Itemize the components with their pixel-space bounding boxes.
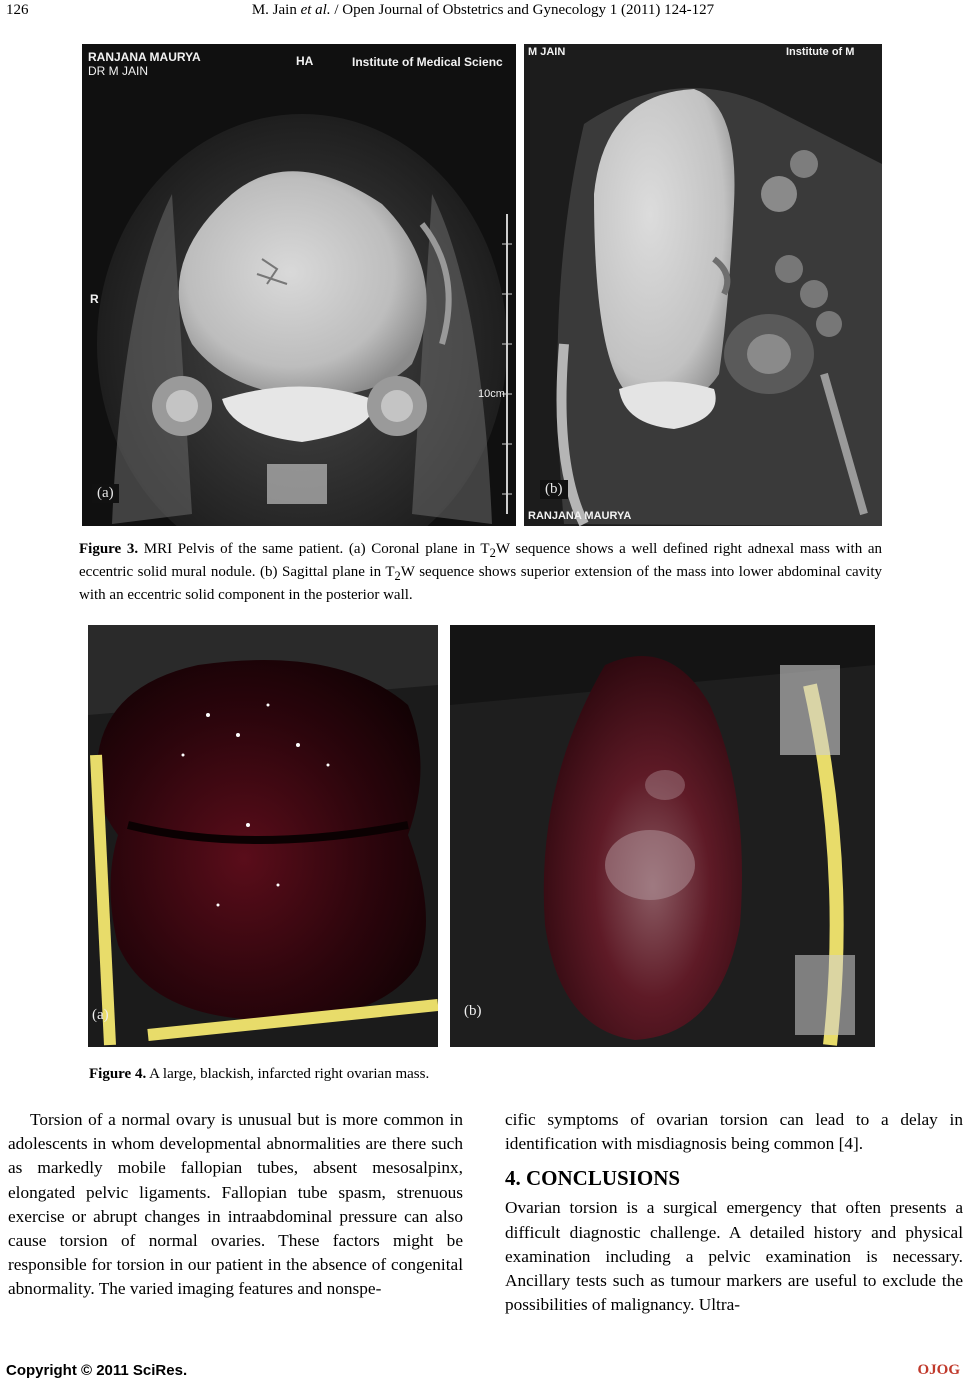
- overlay-institute-partial: Institute of M: [786, 46, 855, 58]
- figure-4: [88, 625, 875, 1047]
- overlay-doctor-partial: M JAIN: [528, 46, 566, 58]
- body-paragraph-continuation: cific symptoms of ovarian torsion can lead to a delay in identification with misdiagnosis being common [4].: [505, 1110, 963, 1154]
- body-column-left: [8, 1108, 463, 1302]
- page-header: [0, 0, 966, 30]
- overlay-r-marker: R: [90, 292, 99, 306]
- overlay-patient-name: RANJANA MAURYA: [88, 50, 201, 64]
- overlay-patient-name-b: RANJANA MAURYA: [528, 510, 632, 522]
- panel-label-b: (b): [540, 480, 568, 499]
- panel-label-4b: (b): [464, 1003, 482, 1019]
- specimen-photo-a: [88, 625, 438, 1047]
- page-number: 126: [6, 2, 29, 18]
- specimen-graphic-b: [450, 625, 875, 1047]
- overlay-institute: Institute of Medical Scienc: [352, 55, 503, 69]
- section-heading-conclusions: 4. CONCLUSIONS: [505, 1166, 681, 1191]
- body-column-right: [505, 1108, 963, 1317]
- overlay-ha: HA: [296, 54, 314, 68]
- overlay-scale: 10cm: [478, 388, 505, 400]
- mri-sagittal-graphic: [524, 44, 882, 526]
- mri-coronal-graphic: [82, 44, 516, 526]
- body-paragraph-conclusions: Ovarian torsion is a surgical emergency that often presents a difficult diagnostic challenge. A detailed history and physical examination including a pelvic examination is necessary. Ancillary tests such as tumour markers are useful to exclude the possibilities of malignancy. Ultra-: [505, 1198, 963, 1315]
- mri-sagittal-image: [524, 44, 882, 526]
- footer-copyright: Copyright © 2011 SciRes.: [6, 1362, 188, 1379]
- figure-3-caption: Figure 3. MRI Pelvis of the same patient. (a) Coronal plane in $T_2W$ sequence shows a well defined right adnexal mass with an eccentric solid mural nodule. (b) Sagittal plane in $T_2W$ sequence shows superior extension of the mass into lower abdominal cavity with an eccentric solid component in the posterior wall.: [79, 541, 883, 603]
- running-head: M. Jain et al. / Open Journal of Obstetrics and Gynecology 1 (2011) 124-127: [251, 2, 715, 18]
- body-paragraph-torsion: Torsion of a normal ovary is unusual but is more common in adolescents in whom developmental abnormalities are there such as markedly mobile fallopian tubes, absent mesosalpinx, elongated pelvic ligaments. Fallopian tube spasm, strenuous exercise or abrupt changes in intraabdominal pressure can also cause torsion of normal ovaries. These factors might be responsible for torsion in our patient in the absence of congenital abnormality. The varied imaging features and nonspe-: [8, 1110, 463, 1299]
- panel-label-4a: (a): [92, 1007, 109, 1023]
- overlay-doctor-name: DR M JAIN: [88, 64, 148, 78]
- panel-label-a: (a): [92, 484, 119, 503]
- figure-4-caption: Figure 4. A large, blackish, infarcted right ovarian mass.: [89, 1066, 430, 1082]
- figure-3: [82, 44, 882, 526]
- specimen-graphic-a: [88, 625, 438, 1047]
- footer-journal-abbrev: OJOG: [917, 1362, 960, 1378]
- mri-coronal-image: [82, 44, 516, 526]
- specimen-photo-b: [450, 625, 875, 1047]
